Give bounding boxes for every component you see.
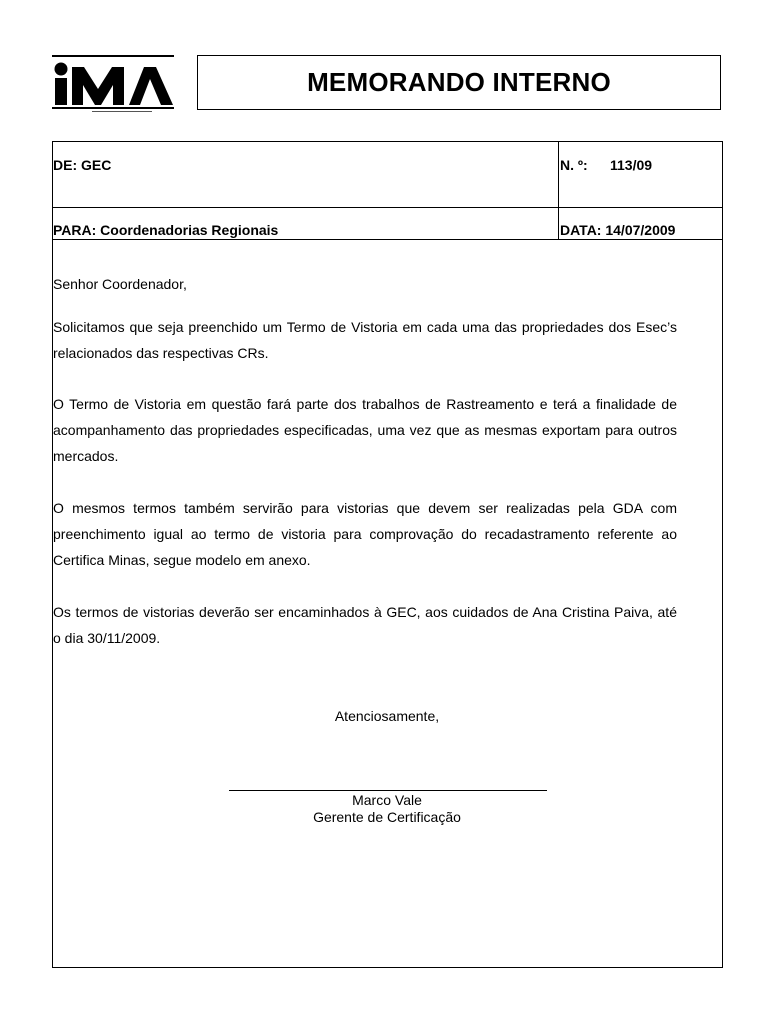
memo-title: MEMORANDO INTERNO [307, 67, 611, 97]
from-field: DE: GEC [53, 157, 112, 173]
ima-logo [52, 55, 174, 113]
memo-title-box [197, 55, 721, 110]
paragraph-1: Solicitamos que seja preenchido um Termo de Vistoria em cada uma das propriedades dos Esec’s relacionados das respectivas CRs. [53, 319, 677, 361]
number-value: 113/09 [610, 157, 653, 173]
header-row-divider [53, 207, 722, 208]
number-label: N. º: [560, 157, 588, 173]
to-field: PARA: Coordenadorias Regionais [53, 222, 279, 238]
closing: Atenciosamente, [334, 708, 440, 724]
signature-line [229, 790, 547, 791]
paragraph-3: O mesmos termos também servirão para vistorias que devem ser realizadas pela GDA com preenchimento igual ao termo de vistoria para comprovação do recadastramento referente ao Certifica Minas, segue modelo em anexo. [53, 500, 677, 568]
paragraph-4: Os termos de vistorias deverão ser encaminhados à GEC, aos cuidados de Ana Cristina Paiva, até o dia 30/11/2009. [53, 604, 677, 646]
ima-logo-mark [52, 55, 174, 113]
header-column-divider [558, 142, 559, 240]
greeting: Senhor Coordenador, [53, 276, 187, 292]
signature-role: Gerente de Certificação [313, 809, 461, 825]
paragraph-2: O Termo de Vistoria em questão fará parte dos trabalhos de Rastreamento e terá a finalidade de acompanhamento das propriedades especificadas, uma vez que as mesmas exportam para outros mercados. [53, 396, 677, 464]
date-field: DATA: 14/07/2009 [560, 222, 676, 238]
signature-name: Marco Vale [352, 792, 422, 808]
header-bottom-divider [53, 239, 722, 240]
memo-frame [52, 141, 723, 968]
